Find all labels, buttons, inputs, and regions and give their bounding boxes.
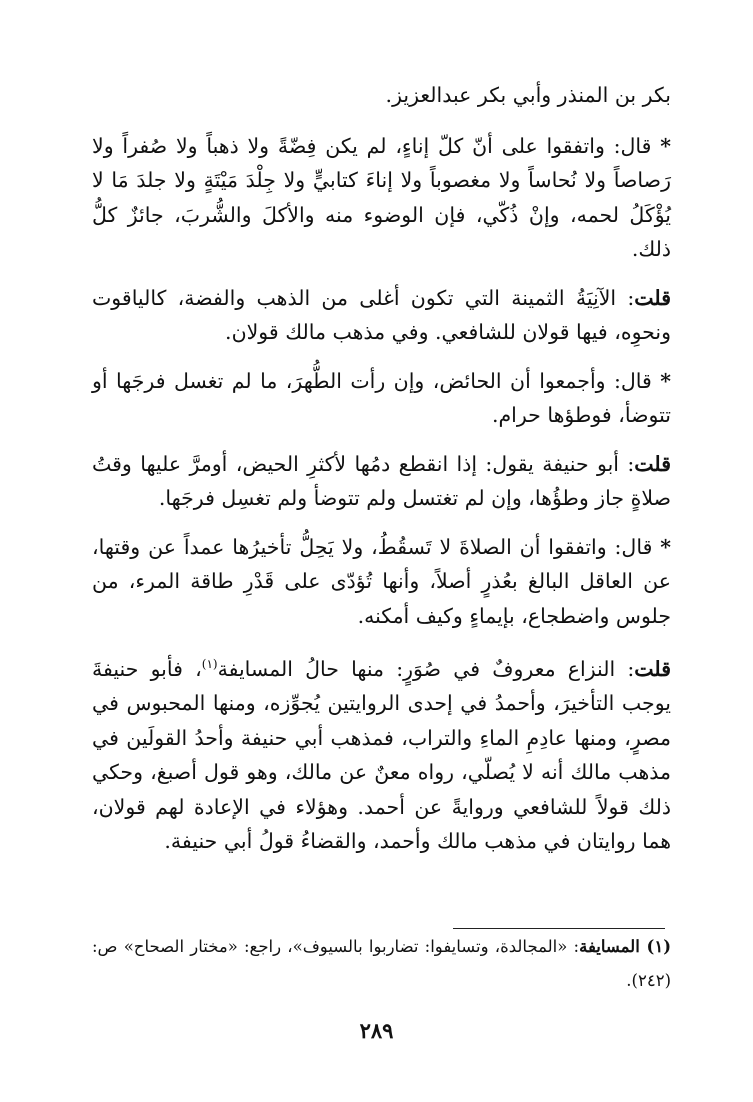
paragraph-comment-2	[92, 447, 671, 516]
paragraph-quote-1	[92, 129, 671, 267]
footnote-term: المسايفة	[579, 937, 640, 956]
paragraph-quote-2	[92, 364, 671, 433]
paragraph-text: قال: وأجمعوا أن الحائض، وإن رأت الطُّهرَ، ما لم تغسل فرجَها أو تتوضأ، فوطؤها حرام.	[92, 368, 671, 427]
comment-lead: قلت	[634, 451, 671, 476]
footnote-separator	[453, 928, 665, 929]
footnote-number: (١)	[639, 937, 671, 956]
star-marker: *	[660, 534, 671, 559]
footnote	[92, 930, 671, 998]
star-marker: *	[660, 368, 671, 393]
paragraph-text: : أبو حنيفة يقول: إذا انقطع دمُها لأكثرِ الحيض، أومرَّ عليها وقتُ صلاةٍ جاز وطؤُها، وإن لم تغتسل ولم تتوضأ ولم تغسِل فرجَها.	[92, 451, 671, 510]
footnote-text: : «المجالدة، وتسايفوا: تضاربوا بالسيوف»، راجع: «مختار الصحاح» ص: (٢٤٢).	[92, 937, 671, 990]
comment-lead: قلت	[634, 285, 671, 310]
paragraph-quote-3	[92, 530, 671, 634]
star-marker: *	[660, 133, 671, 158]
paragraph-comment-3	[92, 647, 671, 859]
comment-lead: قلت	[634, 656, 671, 681]
paragraph-text: : الآنِيَةُ الثمينة التي تكون أغلى من الذهب والفضة، كالياقوت ونحوِه، فيها قولان للشافعي. وفي مذهب مالك قولان.	[92, 285, 671, 344]
paragraph-continuation	[92, 78, 671, 113]
paragraph-text: ، فأبو حنيفةَ يوجب التأخيرَ، وأحمدُ في إحدى الروايتين يُجوِّزه، ومنها المحبوس في مصرٍ، ومنها عادِمِ الماءِ والتراب، فمذهب أبي حنيفة وأحدُ القولَين في مذهب مالك أنه لا يُصلّي، رواه معنٌ عن مالك، وهو قول أصبغ، وحكي ذلك قولاً للشافعي وروايةً عن أحمد. وهؤلاء في الإعادة لهم قولان، هما روايتان في مذهب مالك وأحمد، والقضاءُ قولُ أبي حنيفة.	[92, 656, 671, 854]
main-text	[92, 78, 671, 859]
paragraph-comment-1	[92, 281, 671, 350]
paragraph-text: قال: واتفقوا على أنّ كلّ إناءٍ، لم يكن فِضّةً ولا ذهباً ولا صُفراً ولا رَصاصاً ولا نُحاساً ولا مغصوباً ولا إناءَ كتابيٍّ ولا جِلْدَ مَيْتَةٍ ولا جلدَ مَا لا يُؤْكَلُ لحمه، وإنْ ذُكّي، فإن الوضوء منه والأكلَ والشُّربَ، جائزٌ كلُّ ذلك.	[92, 133, 671, 261]
footnote-reference: (١)	[201, 657, 218, 671]
paragraph-text: بكر بن المنذر وأبي بكر عبدالعزيز.	[385, 83, 671, 107]
paragraph-text: : النزاع معروفٌ في صُوَرٍ: منها حالُ المسايفة	[217, 656, 635, 681]
page-number: ٢٨٩	[359, 1018, 394, 1043]
paragraph-text: قال: واتفقوا أن الصلاةَ لا تَسقُطُ، ولا يَحِلُّ تأخيرُها عمداً عن وقتها، عن العاقل البالغ بعُذرٍ أصلاً، وأنها تُؤدّى على قَدْرِ طاقة المرء، من جلوس واضطجاع، بإيماءٍ وكيف أمكنه.	[92, 534, 671, 628]
